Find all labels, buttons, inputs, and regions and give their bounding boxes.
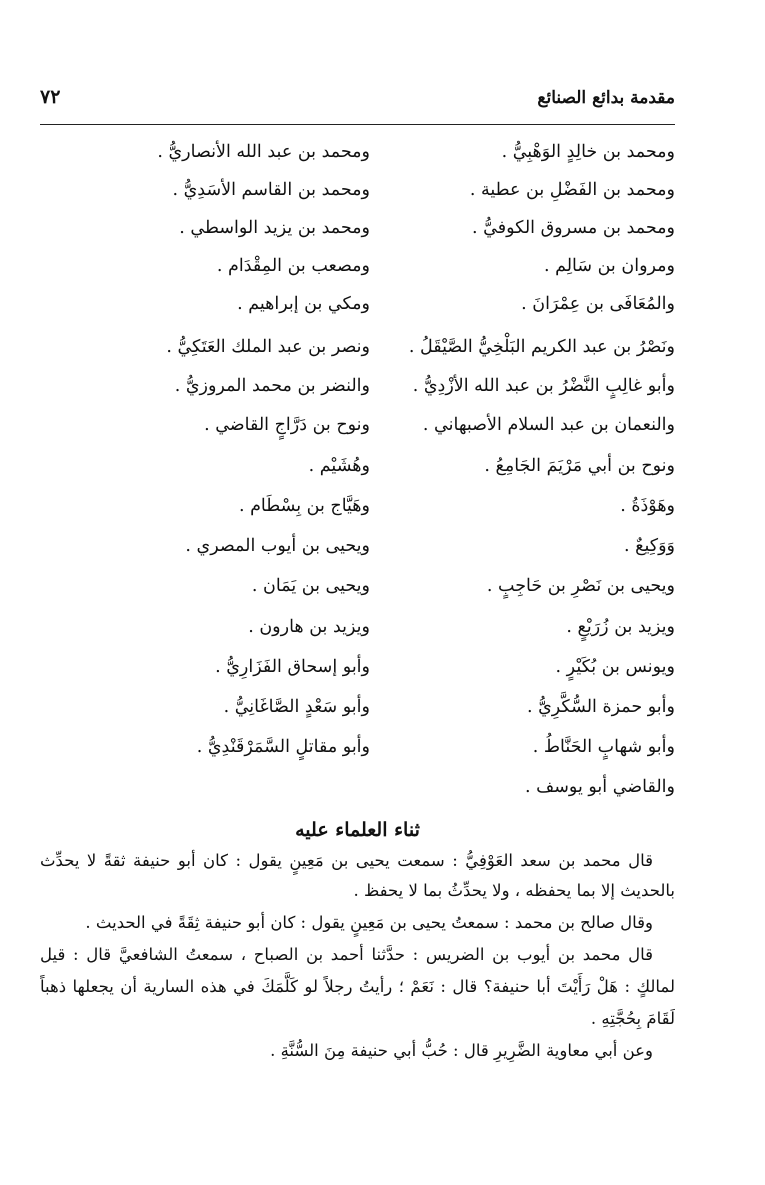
- paragraph-line: لمالكٍ : هَلْ رَأَيْتَ أبا حنيفة؟ قال : نَعَمْ ؛ رأيتُ رجلاً لو كَلَّمَكَ في هذه السارية أن يجعلها ذهباً: [40, 977, 675, 996]
- list-item: والنضر بن محمد المروزيُّ .: [174, 376, 370, 396]
- list-item: وهَيَّاج بن بِسْطَام .: [238, 496, 370, 516]
- list-item: وأبو سَعْدٍ الصَّاغَانِيُّ .: [223, 697, 370, 717]
- list-item: وأبو حمزة السُّكَّرِيُّ .: [526, 697, 675, 717]
- list-item: ومحمد بن عبد الله الأنصاريُّ .: [157, 142, 370, 162]
- paragraph-line: وقال صالح بن محمد : سمعتُ يحيى بن مَعِينٍ يقول : كان أبو حنيفة ثِقَةً في الحديث .: [85, 913, 653, 932]
- list-item: وهُشَيْم .: [308, 456, 370, 476]
- narrators-list: [40, 133, 675, 808]
- list-item: ومحمد بن القاسم الأسَدِيُّ .: [172, 180, 370, 200]
- list-item: ونَصْرُ بن عبد الكريم البَلْخِيُّ الصَّيْقَلُ .: [408, 337, 675, 357]
- list-item: ويونس بن بُكَيْرٍ .: [555, 657, 675, 677]
- list-item: ويزيد بن هارون .: [248, 617, 370, 637]
- list-item: ومحمد بن الفَضْلِ بن عطية .: [469, 180, 675, 200]
- list-item: وَوَكِيعٌ .: [624, 536, 675, 556]
- paragraph-line: قال محمد بن سعد العَوْفِيُّ : سمعت يحيى بن مَعِينٍ يقول : كان أبو حنيفة ثقةً لا يحدِّث: [40, 851, 653, 870]
- list-item: ويحيى بن أيوب المصري .: [185, 536, 370, 556]
- header-rule: [40, 124, 675, 125]
- page-number: ٧٢: [40, 86, 61, 108]
- list-item: ومصعب بن المِقْدَام .: [216, 256, 370, 276]
- list-item: ومحمد بن مسروق الكوفيُّ .: [472, 218, 675, 238]
- paragraph-line: لَقَامَ بِحُجَّتِهِ .: [590, 1009, 675, 1028]
- paragraph-line: بالحديث إلا بما يحفظه ، ولا يحدِّثُ بما لا يحفظ .: [353, 881, 675, 900]
- running-title: مقدمة بدائع الصنائع: [537, 88, 675, 108]
- list-item: ونصر بن عبد الملك العَتَكِيُّ .: [166, 337, 370, 357]
- list-item: ومحمد بن يزيد الواسطي .: [179, 218, 370, 238]
- list-item: وأبو إسحاق الفَزَارِيُّ .: [215, 657, 370, 677]
- list-item: ونوح بن دَرَّاجٍ القاضي .: [204, 415, 370, 435]
- list-item: ومروان بن سَالِم .: [543, 256, 675, 276]
- list-item: والمُعَافَى بن عِمْرَانَ .: [521, 294, 675, 314]
- page-header: [40, 88, 675, 118]
- paragraph-line: وعن أبي معاوية الضَّرِيرِ قال : حُبُّ أبي حنيفة مِنَ السُّنَّةِ .: [270, 1041, 653, 1060]
- list-item: ومحمد بن خالِدٍ الوَهْبِيُّ .: [501, 142, 675, 162]
- section-heading: ثناء العلماء عليه: [295, 819, 420, 841]
- list-item: ويحيى بن نَصْرِ بن حَاجِبٍ .: [486, 576, 675, 596]
- list-item: ويزيد بن زُرَيْعٍ .: [566, 617, 675, 637]
- paragraph-line: قال محمد بن أيوب بن الضريس : حدَّثنا أحمد بن الصباح ، سمعتُ الشافعيَّ قال : قيل: [40, 945, 653, 964]
- list-item: وأبو غالِبٍ النَّضْرُ بن عبد الله الأزْدِيُّ .: [412, 376, 675, 396]
- list-item: ونوح بن أبي مَرْيَمَ الجَامِعُ .: [484, 456, 675, 476]
- list-item: وهَوْذَةُ .: [620, 496, 675, 516]
- list-item: وأبو شهابٍ الحَنَّاطُ .: [532, 737, 675, 757]
- list-item: ويحيى بن يَمَان .: [251, 576, 370, 596]
- list-item: والقاضي أبو يوسف .: [525, 777, 675, 797]
- list-item: وأبو مقاتلٍ السَّمَرْقَنْدِيُّ .: [196, 737, 370, 757]
- list-item: ومكي بن إبراهيم .: [237, 294, 370, 314]
- list-item: والنعمان بن عبد السلام الأصبهاني .: [422, 415, 675, 435]
